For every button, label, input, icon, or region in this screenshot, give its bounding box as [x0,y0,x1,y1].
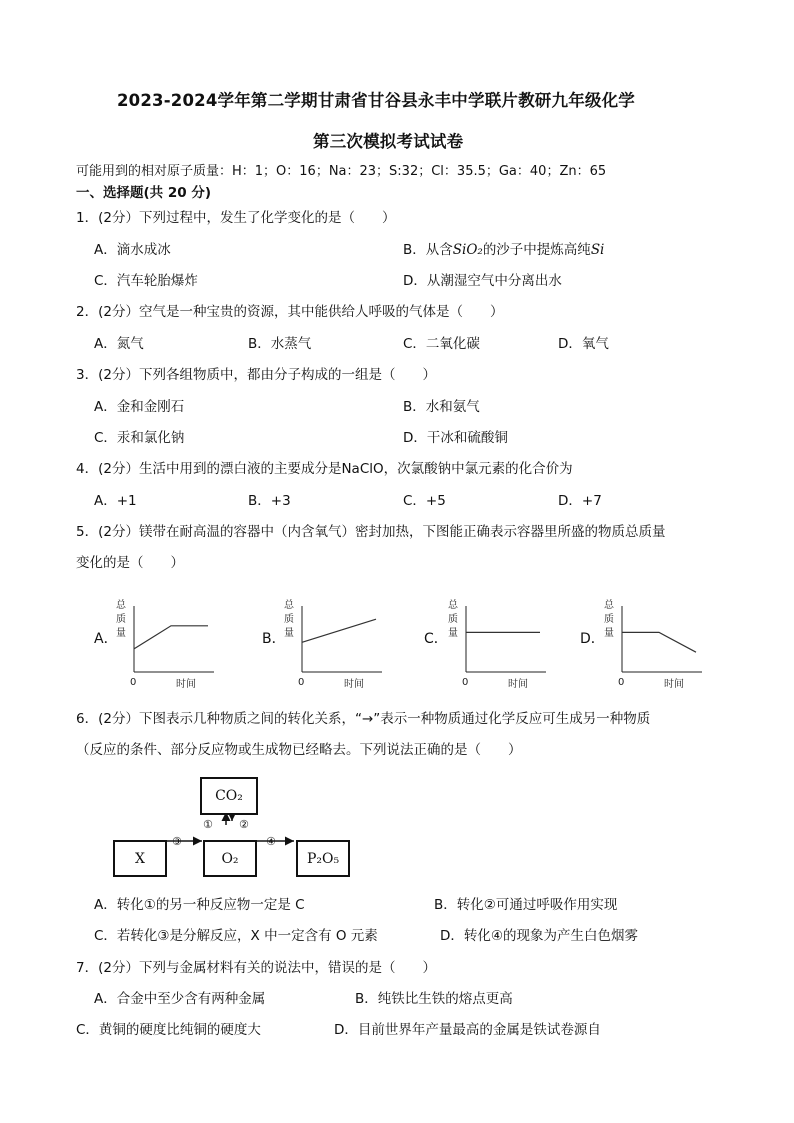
q4-option-c: C．+5 [403,493,446,509]
origin-label: 0 [298,677,305,688]
q6-option-a: A．转化①的另一种反应物一定是 C [94,897,305,913]
q1-option-a: A．滴水成冰 [94,242,171,258]
title-line-1: 2023-2024学年第二学期甘肃省甘谷县永丰中学联片教研九年级化学 [117,91,635,110]
q2-option-a: A．氮气 [94,336,144,352]
chart-b-label: B． [262,631,286,647]
label-4: ④ [266,835,276,848]
chart-d-label: D． [580,631,605,647]
q1-option-b: B．从含SiO₂的沙子中提炼高纯Si [403,242,605,258]
origin-label: 0 [618,677,625,688]
q5-stem-line-2: 变化的是（ ） [76,555,184,571]
label-2: ② [239,818,249,831]
y-axis-label-char: 总 [448,600,458,611]
q3-stem: 3．(2分）下列各组物质中，都由分子构成的一组是（ ） [76,367,436,383]
mass-line [622,632,696,652]
y-axis-label-char: 量 [116,628,126,639]
y-axis-label-char: 量 [284,628,294,639]
q4-option-b: B．+3 [248,493,291,509]
q1-stem: 1．(2分）下列过程中，发生了化学变化的是（ ） [76,210,396,226]
atomic-masses: 可能用到的相对原子质量：H：1；O：16；Na：23；S:32；Cl：35.5；Ga：40；Zn：65 [76,164,607,179]
label-1: ① [203,818,213,831]
origin-label: 0 [462,677,469,688]
q6-option-c: C．若转化③是分解反应，X 中一定含有 O 元素 [94,928,378,944]
y-axis-label-char: 质 [604,614,614,625]
q2-option-b: B．水蒸气 [248,336,312,352]
q6-option-d: D．转化④的现象为产生白色烟雾 [440,928,638,944]
x-box: X [113,840,167,877]
q2-option-c: C．二氧化碳 [403,336,480,352]
origin-label: 0 [130,677,137,688]
chart-d [600,596,710,691]
q6-stem-line-1: 6．(2分）下图表示几种物质之间的转化关系，“→”表示一种物质通过化学反应可生成另一种物质 [76,711,651,727]
y-axis-label-char: 总 [604,600,614,611]
q7-option-d: D．目前世界年产量最高的金属是铁试卷源自 [334,1022,601,1038]
y-axis-label-char: 质 [116,614,126,625]
chart-c-label: C． [424,631,448,647]
q5-stem-line-1: 5．(2分）镁带在耐高温的容器中（内含氧气）密封加热，下图能正确表示容器里所盛的物质总质量 [76,524,666,540]
y-axis-label-char: 总 [284,600,294,611]
y-axis-label-char: 量 [604,628,614,639]
label-3: ③ [172,835,182,848]
q1-option-d: D．从潮湿空气中分离出水 [403,273,562,289]
q4-stem: 4．(2分）生活中用到的漂白液的主要成分是NaClO，次氯酸钠中氯元素的化合价为 [76,461,573,477]
mass-line [134,626,208,649]
q7-stem: 7．(2分）下列与金属材料有关的说法中，错误的是（ ） [76,960,436,976]
q1-option-c: C．汽车轮胎爆炸 [94,273,198,289]
chart-b [280,596,390,691]
q3-option-d: D．干冰和硫酸铜 [403,430,508,446]
x-axis-label: 时间 [508,679,528,690]
y-axis-label-char: 质 [448,614,458,625]
q6-stem-line-2: （反应的条件、部分反应物或生成物已经略去。下列说法正确的是（ ） [76,742,522,758]
co2-box: CO₂ [200,777,258,815]
x-axis-label: 时间 [664,679,684,690]
chart-a [112,596,222,691]
y-axis-label-char: 质 [284,614,294,625]
x-axis-label: 时间 [344,679,364,690]
q2-option-d: D．氧气 [558,336,609,352]
q7-option-c: C．黄铜的硬度比纯铜的硬度大 [76,1022,261,1038]
mass-line [302,619,376,642]
title-line-2: 第三次模拟考试试卷 [313,132,464,151]
p2o5-box: P₂O₅ [296,840,350,877]
chart-c [444,596,554,691]
o2-box: O₂ [203,840,257,877]
q3-option-a: A．金和金刚石 [94,399,185,415]
section-heading: 一、选择题(共 20 分) [76,185,212,201]
y-axis-label-char: 量 [448,628,458,639]
q7-option-b: B．纯铁比生铁的熔点更高 [355,991,513,1007]
x-axis-label: 时间 [176,679,196,690]
chart-a-label: A． [94,631,118,647]
q3-option-b: B．水和氨气 [403,399,480,415]
q3-option-c: C．汞和氯化钠 [94,430,185,446]
q6-option-b: B．转化②可通过呼吸作用实现 [434,897,618,913]
q2-stem: 2．(2分）空气是一种宝贵的资源，其中能供给人呼吸的气体是（ ） [76,304,504,320]
q4-option-d: D．+7 [558,493,602,509]
y-axis-label-char: 总 [116,600,126,611]
q7-option-a: A．合金中至少含有两种金属 [94,991,266,1007]
q4-option-a: A．+1 [94,493,137,509]
